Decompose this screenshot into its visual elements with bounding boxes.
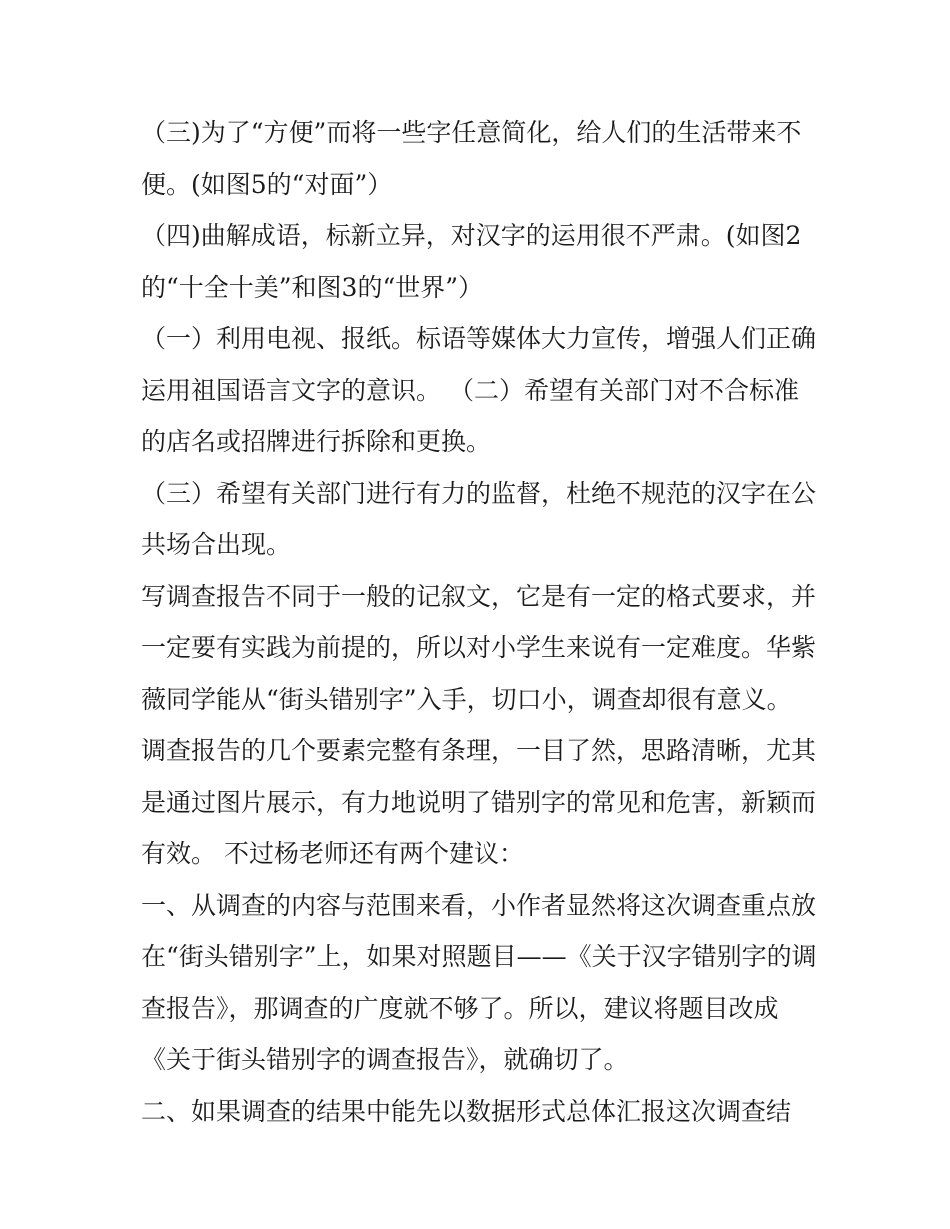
text-line: 运用祖国语言文字的意识。 （二）希望有关部门对不合标准 — [141, 375, 799, 405]
text-line: 便。(如图5的“对面”） — [141, 169, 393, 199]
text-line: （一）利用电视、报纸。标语等媒体大力宣传，增强人们正确 — [141, 324, 817, 353]
text-line: 写调查报告不同于一般的记叙文，它是有一定的格式要求，并 — [141, 581, 817, 611]
text-line: （三)为了“方便”而将一些字任意简化，给人们的生活带来不 — [141, 118, 802, 147]
text-line: 《关于街头错别字的调查报告》，就确切了。 — [141, 1045, 629, 1074]
text-line: （四)曲解成语，标新立异，对汉字的运用很不严肃。(如图2 — [141, 221, 802, 250]
text-line: 调查报告的几个要素完整有条理，一目了然，思路清晰，尤其 — [141, 736, 817, 765]
document-body — [141, 107, 821, 1137]
text-line: 一、从调查的内容与范围来看，小作者显然将这次调查重点放 — [141, 890, 817, 920]
text-line: 查报告》，那调查的广度就不够了。所以，建议将题目改成 — [141, 993, 779, 1023]
text-line: 的“十全十美”和图3的“世界”） — [141, 272, 484, 302]
text-line: 薇同学能从“街头错别字”入手，切口小，调查却很有意义。 — [141, 684, 792, 714]
text-line: 有效。 不过杨老师还有两个建议： — [141, 839, 524, 868]
text-line: 共场合出现。 — [141, 530, 292, 559]
text-line: 是通过图片展示，有力地说明了错别字的常见和危害，新颖而 — [141, 787, 817, 817]
text-line: 二、如果调查的结果中能先以数据形式总体汇报这次调查结 — [141, 1096, 792, 1126]
text-line: 一定要有实践为前提的，所以对小学生来说有一定难度。华紫 — [141, 633, 817, 662]
text-line: 在“街头错别字”上，如果对照题目——《关于汉字错别字的调 — [141, 942, 817, 971]
text-line: （三）希望有关部门进行有力的监督，杜绝不规范的汉字在公 — [141, 478, 817, 508]
text-line: 的店名或招牌进行拆除和更换。 — [141, 427, 492, 456]
